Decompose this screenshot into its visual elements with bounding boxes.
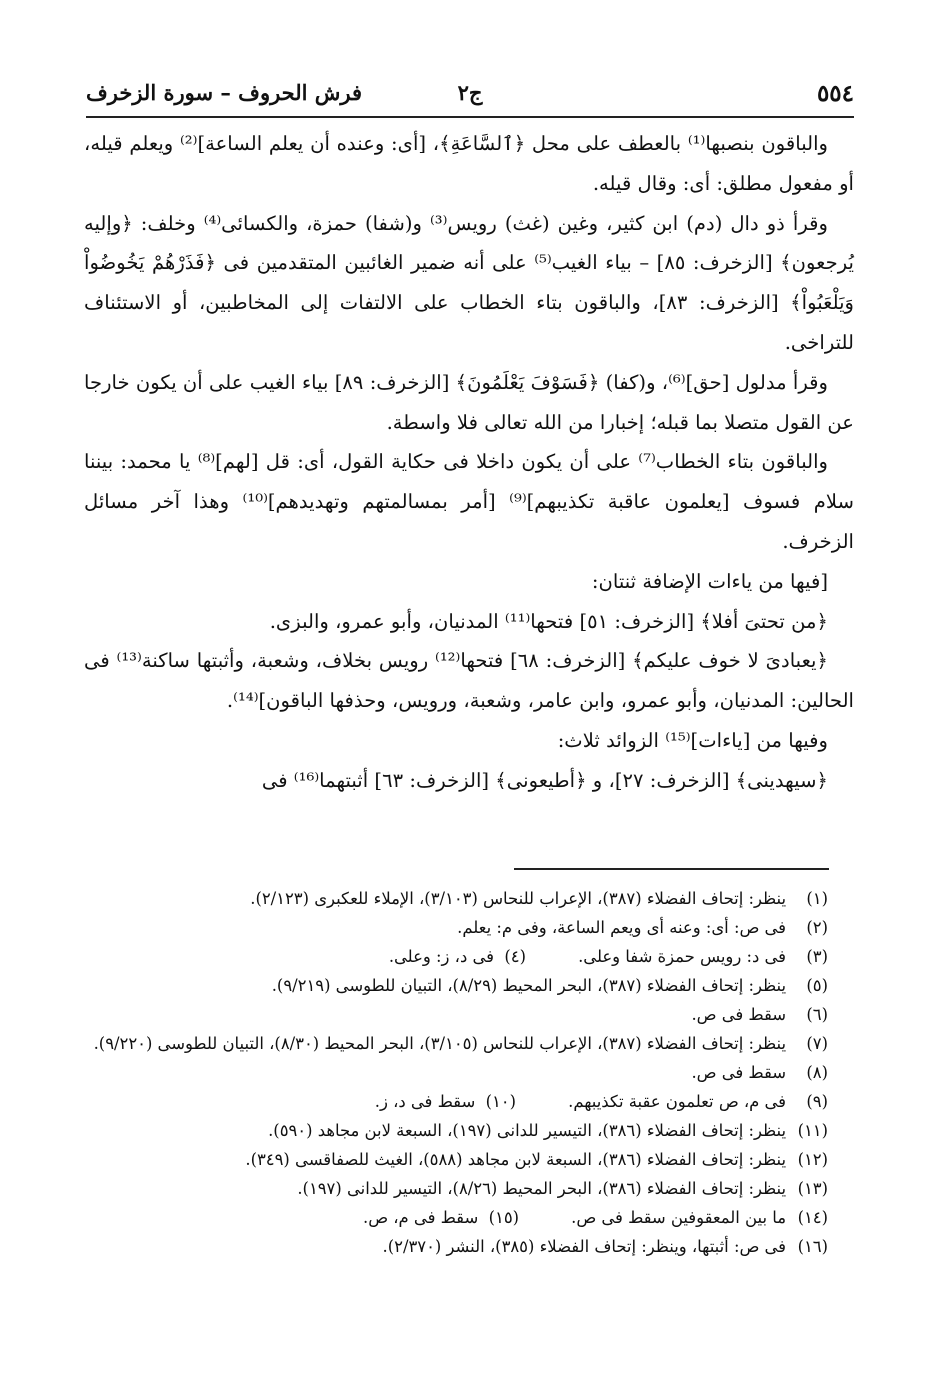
footnote-text: سقط فى ص. <box>691 1063 786 1082</box>
footnote-number: (٨) <box>806 1063 828 1082</box>
paragraph: والباقون بتاء الخطاب⁽⁷⁾ على أن يكون داخلا فى حكاية القول، أى: قل [لهم]⁽⁸⁾ يا محمد: بيننا سلام فسوف [يعلمون عاقبة تكذيبهم]⁽⁹⁾ [أمر بمسالمتهم وتهديدهم]⁽¹⁰⁾ وهذا آخر مسائل الزخرف. <box>77 450 854 553</box>
footnote <box>84 1174 828 1203</box>
footnote <box>84 942 828 971</box>
footnote-text: ينظر: إتحاف الفضلاء (٣٨٦)، التيسير للدانى (١٩٧)، السبعة لابن مجاهد (٥٩٠). <box>268 1121 786 1140</box>
footnote <box>84 1203 828 1232</box>
paragraph: وقرأ مدلول [حق]⁽⁶⁾، و(كفا) ﴿فَسَوْفَ يَعْلَمُونَ﴾ [الزخرف: ٨٩] بياء الغيب على أن يكون خارجا عن القول متصلا بما قبله؛ إخبارا من الله تعالى فلا واسطة. <box>77 370 854 434</box>
paragraph: وفيها من [ياءات]⁽¹⁵⁾ الزوائد ثلاث: <box>557 728 828 752</box>
footnote <box>84 913 828 942</box>
footnote-number: (١٢) <box>797 1150 828 1169</box>
footnote-text: سقط فى ص. <box>691 1005 786 1024</box>
footnote <box>84 1116 828 1145</box>
footnote <box>84 1145 828 1174</box>
footnote-separator <box>514 868 829 870</box>
footnote <box>84 884 828 913</box>
footnote-text: ينظر: إتحاف الفضلاء (٣٨٧)، الإعراب للنحاس (٣/١٠٣)، الإملاء للعكبرى (٢/١٢٣). <box>250 889 786 908</box>
footnote-text: فى ص: أثبتها، وينظر: إتحاف الفضلاء (٣٨٥)، النشر (٢/٣٧٠). <box>382 1237 786 1256</box>
footnote-number: (٩) <box>806 1092 828 1111</box>
main-text <box>77 124 854 801</box>
footnote-number: (٦) <box>806 1005 828 1024</box>
footnote <box>84 1058 828 1087</box>
footnote-number: (١٤) <box>797 1208 828 1227</box>
footnote-text: ينظر: إتحاف الفضلاء (٣٨٦)، السبعة لابن مجاهد (٥٨٨)، الغيث للصفاقسى (٣٤٩). <box>245 1150 786 1169</box>
paragraph: ﴿من تحتىَ أفلا﴾ [الزخرف: ٥١] فتحها⁽¹¹⁾ المدنيان، وأبو عمرو، والبزى. <box>269 609 828 633</box>
page-number: ٥٥٤ <box>816 80 854 107</box>
footnote-text: ينظر: إتحاف الفضلاء (٣٨٦)، البحر المحيط (٨/٢٦)، التيسير للدانى (١٩٧). <box>297 1179 786 1198</box>
footnote-text: فى د: رويس حمزة شفا وعلى. (٤) فى د، ز: وعلى. <box>388 947 786 966</box>
footnote-number: (٧) <box>806 1034 828 1053</box>
chapter-title: فرش الحروف – سورة الزخرف <box>86 80 363 105</box>
footnote-number: (١٣) <box>797 1179 828 1198</box>
footnote-text: فى ص: أى: وعنه أى ويعم الساعة، وفى م: يعلم. <box>457 918 786 937</box>
footnote <box>84 1232 828 1261</box>
footnote-number: (١١) <box>797 1121 828 1140</box>
footnote-text: ما بين المعقوفين سقط فى ص. (١٥) سقط فى م، ص. <box>363 1208 786 1227</box>
footnote-number: (٣) <box>806 947 828 966</box>
paragraph: والباقون بنصبها⁽¹⁾ بالعطف على محل ﴿ٱلسَّاعَةِ﴾، [أى: وعنده أن يعلم الساعة]⁽²⁾ ويعلم قيله، أو مفعول مطلق: أى: وقال قيله. <box>77 132 854 195</box>
footnotes <box>84 884 828 1261</box>
footnote <box>84 971 828 1000</box>
running-header <box>86 76 854 118</box>
footnote-number: (١٦) <box>797 1237 828 1256</box>
paragraph: ﴿يعبادىَ لا خوف عليكم﴾ [الزخرف: ٦٨] فتحها⁽¹²⁾ رويس بخلاف، وشعبة، وأثبتها ساكنة⁽¹³⁾ فى الحالين: المدنيان، وأبو عمرو، وابن عامر، وشعبة، ورويس، وحذفها الباقون]⁽¹⁴⁾. <box>77 649 854 713</box>
footnote-text: ينظر: إتحاف الفضلاء (٣٨٧)، الإعراب للنحاس (٣/١٠٥)، البحر المحيط (٨/٣٠)، التبيان للطوسى (٩/٢٢٠). <box>93 1034 786 1053</box>
volume-number: ج٢ <box>457 80 483 105</box>
footnote-text: ينظر: إتحاف الفضلاء (٣٨٧)، البحر المحيط (٨/٢٩)، التبيان للطوسى (٩/٢١٩). <box>271 976 786 995</box>
footnote-number: (١) <box>806 889 828 908</box>
paragraph: وقرأ ذو دال (دم) ابن كثير، وغين (غث) رويس⁽³⁾ و(شفا) حمزة، والكسائى⁽⁴⁾ وخلف: ﴿وإليه يُرجعون﴾ [الزخرف: ٨٥] – بياء الغيب⁽⁵⁾ على أنه ضمير الغائبين المتقدمين فى ﴿فَذَرْهُمْ يَخُوضُواْ وَيَلْعَبُواْ﴾ [الزخرف: ٨٣]، والباقون بتاء الخطاب على الالتفات إلى المخاطبين، أو الاستئناف للتراخى. <box>77 211 854 354</box>
paragraph: [فيها من ياءات الإضافة ثنتان: <box>591 569 828 593</box>
footnote <box>84 1029 828 1058</box>
footnote-text: فى م، ص تعلمون عقبة تكذيبهم. (١٠) سقط فى د، ز. <box>374 1092 786 1111</box>
footnote <box>84 1087 828 1116</box>
paragraph: ﴿سيهدينى﴾ [الزخرف: ٢٧]، و ﴿أطيعونى﴾ [الزخرف: ٦٣] أثبتهما⁽¹⁶⁾ فى <box>261 768 828 792</box>
footnote-number: (٥) <box>806 976 828 995</box>
footnote-number: (٢) <box>806 918 828 937</box>
footnote <box>84 1000 828 1029</box>
